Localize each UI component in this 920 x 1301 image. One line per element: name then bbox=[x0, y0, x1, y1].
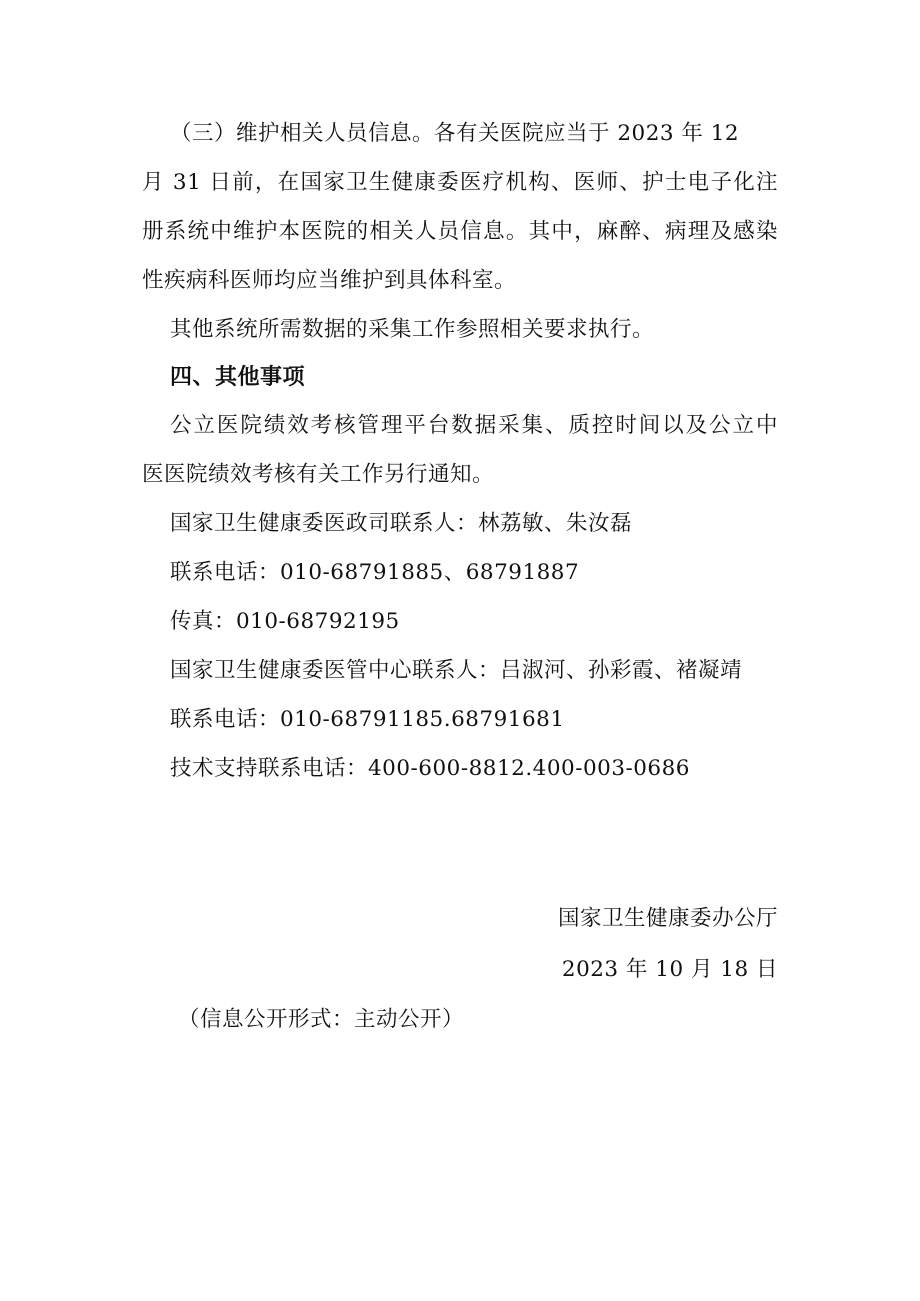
signature-office: 国家卫生健康委办公厅 bbox=[557, 906, 778, 931]
fax-number: 传真：010-68792195 bbox=[170, 609, 400, 634]
signature-date: 2023 年 10 月 18 日 bbox=[561, 957, 778, 982]
section3-line-1: （三）维护相关人员信息。各有关医院应当于 2023 年 12 bbox=[170, 121, 740, 146]
section3-line-3: 册系统中维护本医院的相关人员信息。其中，麻醉、病理及感染 bbox=[142, 219, 778, 244]
disclosure-note: （信息公开形式：主动公开） bbox=[178, 1007, 465, 1032]
yizhengsi-phone: 联系电话：010-68791885、68791887 bbox=[170, 560, 580, 585]
yiguan-contact: 国家卫生健康委医管中心联系人：吕淑河、孙彩霞、褚凝靖 bbox=[170, 658, 743, 683]
yizhengsi-contact: 国家卫生健康委医政司联系人：林荔敏、朱汝磊 bbox=[170, 511, 633, 536]
other-systems-paragraph: 其他系统所需数据的采集工作参照相关要求执行。 bbox=[170, 317, 655, 342]
tech-support-phone: 技术支持联系电话：400-600-8812.400-003-0686 bbox=[170, 756, 690, 781]
section3-line-4: 性疾病科医师均应当维护到具体科室。 bbox=[142, 268, 517, 293]
section3-line-2: 月 31 日前，在国家卫生健康委医疗机构、医师、护士电子化注 bbox=[142, 170, 778, 195]
section4-heading: 四、其他事项 bbox=[170, 365, 306, 390]
section4-line-2: 医医院绩效考核有关工作另行通知。 bbox=[142, 462, 495, 487]
yiguan-phone: 联系电话：010-68791185.68791681 bbox=[170, 707, 565, 732]
section4-line-1: 公立医院绩效考核管理平台数据采集、质控时间以及公立中 bbox=[170, 413, 778, 438]
